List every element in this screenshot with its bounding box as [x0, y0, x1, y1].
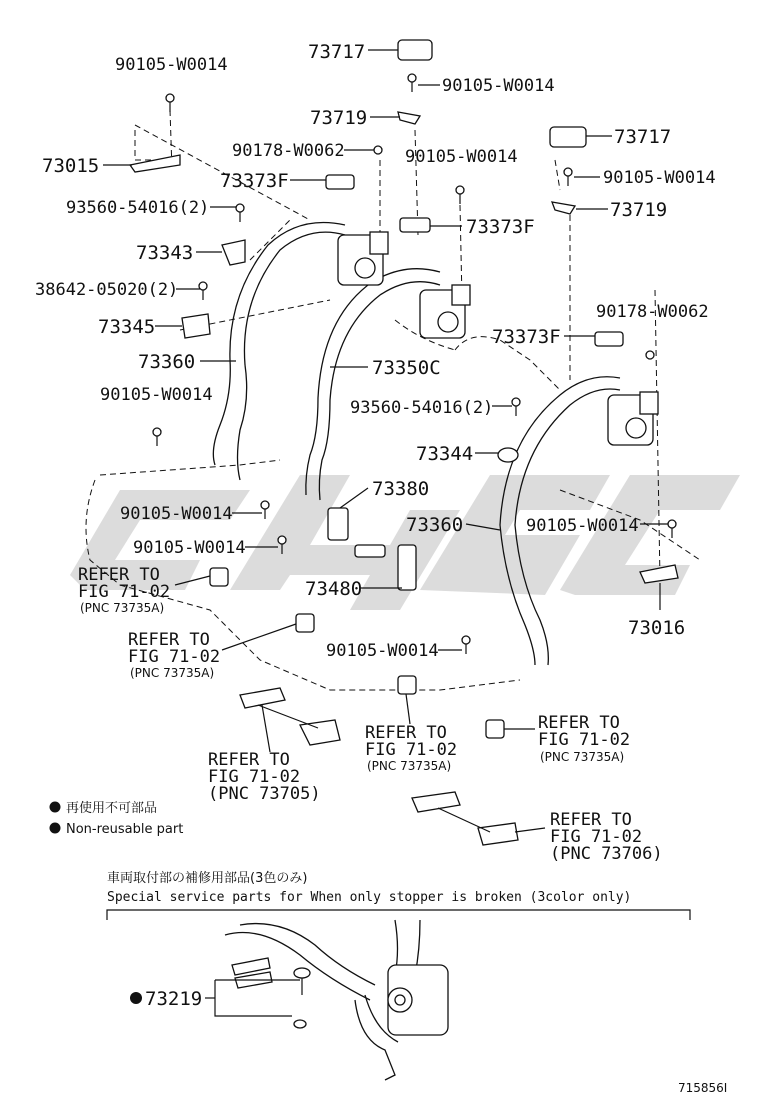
refer-callout-3 [208, 750, 321, 804]
refer-callout-4 [365, 723, 457, 773]
label-73380: 73380 [372, 478, 430, 500]
label-73360-b: 73360 [406, 514, 464, 536]
stopper-top [294, 968, 310, 978]
ref-1-line-2: FIG 71-02 [78, 582, 171, 602]
ref-3-line-3: (PNC 73705) [208, 784, 321, 804]
label-90178-a: 90178-W0062 [232, 141, 345, 161]
label-90105-a: 90105-W0014 [442, 76, 555, 96]
label-90105-e: 90105-W0014 [100, 385, 213, 405]
label-90105-f: 90105-W0014 [120, 504, 233, 524]
label-73719-b: 73719 [610, 199, 668, 221]
legend-jp: 再使用不可部品 [66, 801, 158, 816]
ref-2-line-3: (PNC 73735A) [130, 666, 215, 680]
bullet-icon [50, 823, 61, 834]
spacer-73344 [498, 448, 518, 462]
belt-left-upper [244, 232, 345, 365]
refer-callout-1 [78, 565, 170, 615]
label-93560-b: 93560-54016(2) [350, 398, 494, 418]
service-title-en: Special service parts for When only stopper is broken (3color only) [107, 890, 632, 905]
label-73373f-c: 73373F [492, 326, 561, 348]
service-title-jp: 車両取付部の補修用部品(3色のみ) [107, 871, 308, 886]
label-73015: 73015 [42, 155, 100, 177]
label-90105-c: 90105-W0014 [405, 147, 518, 167]
anchor-73015 [130, 155, 180, 172]
label-90105-g: 90105-W0014 [526, 516, 639, 536]
ref-5-line-1: REFER TO [538, 713, 620, 733]
legend-en: Non-reusable part [66, 822, 184, 837]
label-73373f-a: 73373F [220, 170, 289, 192]
buckle-73380 [328, 508, 348, 540]
label-90105-d: 90105-W0014 [603, 168, 716, 188]
stopper-bottom [294, 1020, 306, 1028]
label-73717-b: 73717 [614, 126, 672, 148]
label-90178-b: 90178-W0062 [596, 302, 709, 322]
ref-6-line-3: (PNC 73706) [550, 844, 663, 864]
label-73719-a: 73719 [310, 107, 368, 129]
cover-73717-b [550, 127, 586, 147]
label-38642: 38642-05020(2) [35, 280, 179, 300]
label-90105-i: 90105-W0014 [326, 641, 439, 661]
illustration-id: 715856I [678, 1081, 728, 1095]
ref-4-line-3: (PNC 73735A) [367, 759, 452, 773]
label-93560-a: 93560-54016(2) [66, 198, 210, 218]
label-73373f-b: 73373F [466, 216, 535, 238]
label-73344: 73344 [416, 443, 474, 465]
ref-1-line-1: REFER TO [78, 565, 160, 585]
label-90105-h: 90105-W0014 [133, 538, 246, 558]
bullet-icon [50, 802, 61, 813]
ref-5-line-2: FIG 71-02 [538, 730, 631, 750]
label-73345: 73345 [98, 316, 156, 338]
label-90105-b: 90105-W0014 [115, 55, 228, 75]
label-73016: 73016 [628, 617, 686, 639]
buckle-73480 [398, 545, 416, 590]
ref-5-line-3: (PNC 73735A) [540, 750, 625, 764]
refer-callout-2 [128, 630, 220, 680]
label-73343: 73343 [136, 242, 194, 264]
ref-1-line-3: (PNC 73735A) [80, 601, 165, 615]
label-73480: 73480 [305, 578, 363, 600]
ref-4-line-1: REFER TO [365, 723, 447, 743]
retractor-left [338, 232, 388, 285]
ref-2-line-1: REFER TO [128, 630, 210, 650]
label-73717-a: 73717 [308, 41, 366, 63]
label-73350c: 73350C [372, 357, 441, 379]
service-section [107, 870, 690, 1080]
bullet-icon [130, 992, 142, 1004]
ref-3-line-2: FIG 71-02 [208, 767, 301, 787]
ref-6-line-1: REFER TO [550, 810, 632, 830]
retractor-center [420, 285, 470, 338]
ref-4-line-2: FIG 71-02 [365, 740, 458, 760]
ref-6-line-2: FIG 71-02 [550, 827, 643, 847]
label-73360-a: 73360 [138, 351, 196, 373]
retractor-right [608, 392, 658, 445]
cover-73717-a [398, 40, 432, 60]
legend [50, 800, 184, 837]
ref-3-line-1: REFER TO [208, 750, 290, 770]
label-73219: 73219 [145, 988, 203, 1010]
refer-callout-5 [538, 713, 630, 764]
refer-callout-6 [550, 810, 663, 864]
ref-2-line-2: FIG 71-02 [128, 647, 221, 667]
